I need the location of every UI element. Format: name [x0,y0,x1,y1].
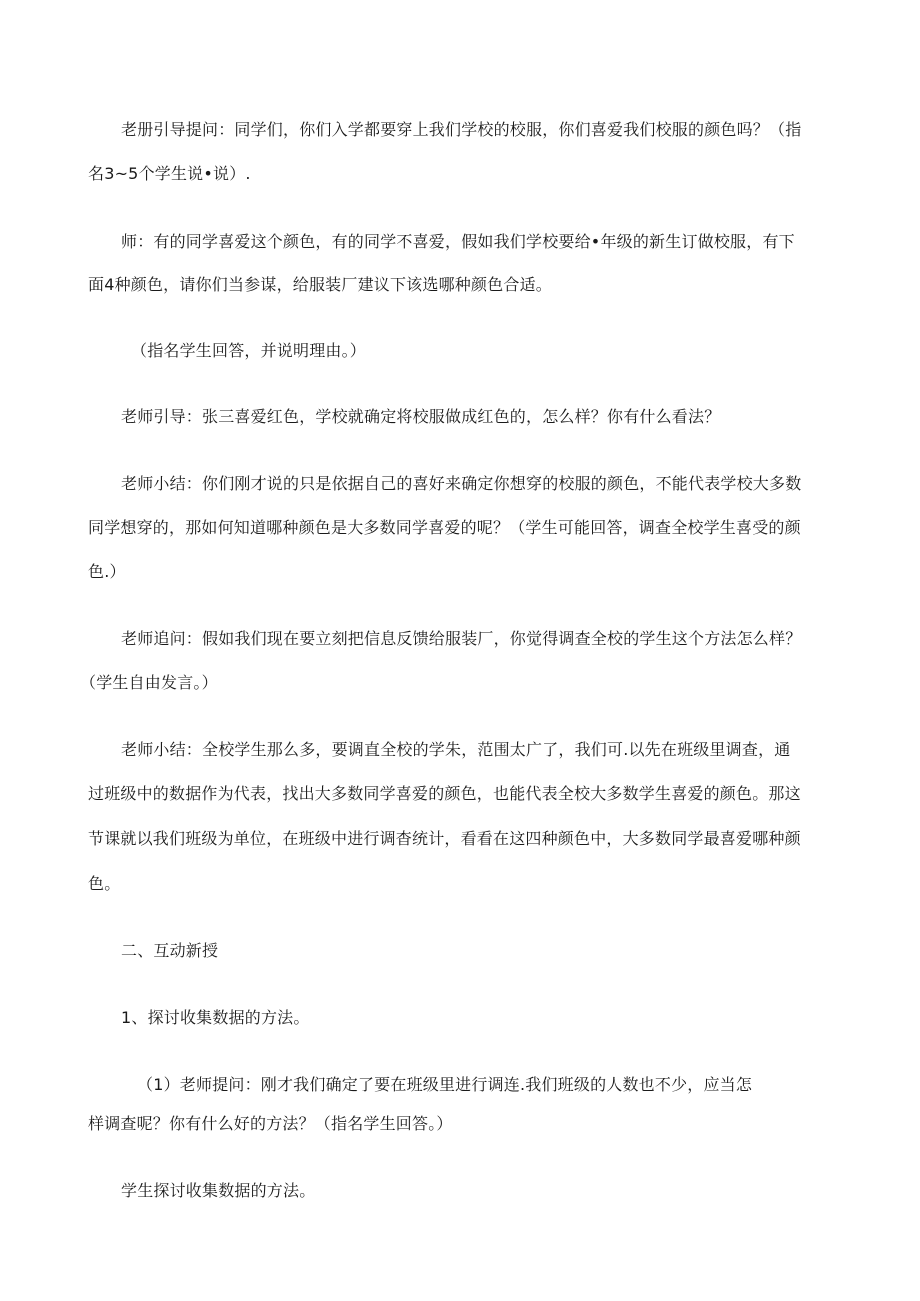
paragraph-3-line-1: （指名学生回答，并说明理由。） [131,341,367,360]
paragraph-11-line-1: 学生探讨收集数据的方法。 [121,1181,316,1200]
paragraph-10-line-2: 样调查呢？你有什么好的方法？（指名学生回答。） [88,1114,453,1133]
paragraph-10-line-1: （1）老师提问：刚才我们确定了要在班级里进行调连.我们班级的人数也不少，应当怎 [137,1075,753,1094]
paragraph-5-line-1: 老师小结：你们刚才说的只是依据自己的喜好来确定你想穿的校服的颜色，不能代表学校大多数 [121,474,802,493]
paragraph-5-line-2: 同学想穿的，那如何知道哪种颜色是大多数同学喜爱的呢？（学生可能回答，调查全校学生喜受的颜 [88,518,801,537]
paragraph-2-line-2: 面4种颜色，请你们当参谋，给服装厂建议下该选哪种颜色合适。 [88,275,552,294]
paragraph-7-line-2: 过班级中的数据作为代表，找出大多数同学喜爱的颜色，也能代表全校大多数学生喜爱的颜色。那这 [88,784,801,803]
paragraph-7-line-4: 色。 [88,874,121,893]
paragraph-1-line-1: 老册引导提问：同学们，你们入学都要穿上我们学校的校服，你们喜爱我们校服的颜色吗？（指 [121,120,802,139]
paragraph-6-line-2: （学生自由发言。） [80,673,218,692]
section-heading: 二、互动新授 [121,941,219,960]
paragraph-4-line-1: 老师引导：张三喜爱红色，学校就确定将校服做成红色的，怎么样？你有什么看法？ [121,407,721,426]
paragraph-7-line-1: 老师小结：全校学生那么多，要调直全校的学朱，范围太广了，我们可.以先在班级里调查，通 [121,740,791,759]
paragraph-6-line-1: 老师追问：假如我们现在要立刻把信息反馈给服装厂，你觉得调查全校的学生这个方法怎么样？ [121,629,802,648]
paragraph-5-line-3: 色.） [88,562,126,581]
paragraph-2-line-1: 师：有的同学喜爱这个颜色，有的同学不喜爱，假如我们学校要给•年级的新生订做校服，有下 [121,232,795,251]
subsection-heading: 1、探讨收集数据的方法。 [121,1008,310,1027]
paragraph-1-line-2: 名3~5个学生说•说）. [88,164,251,183]
paragraph-7-line-3: 节课就以我们班级为单位，在班级中进行调杳统计，看看在这四种颜色中，大多数同学最喜爱哪种颜 [88,829,801,848]
